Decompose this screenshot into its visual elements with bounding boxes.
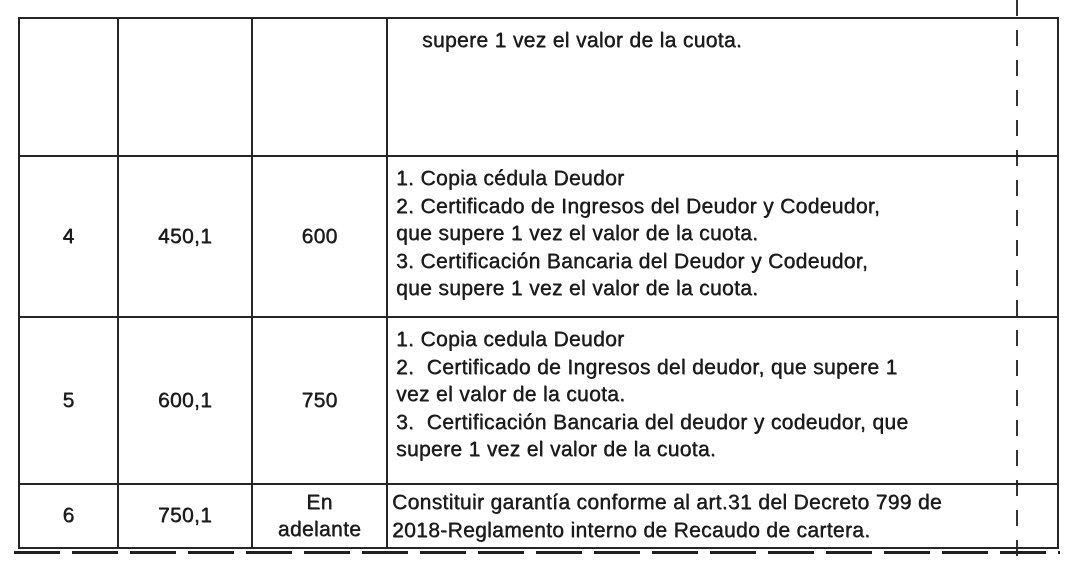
table-row-5 <box>19 317 1058 484</box>
requirement-line: vez el valor de la cuota. <box>396 383 626 406</box>
row-number-cell: 6 <box>19 484 118 548</box>
scan-margin-dashed-line <box>1016 0 1018 561</box>
range-to-cell <box>252 18 387 156</box>
range-from-cell: 750,1 <box>118 484 252 548</box>
requirement-line: Constituir garantía conforme al art.31 del Decreto 799 de <box>392 491 942 514</box>
range-to-line: En <box>306 491 333 514</box>
row-number-cell <box>19 18 118 156</box>
requirement-line: 2. Certificado de Ingresos del deudor, que supere 1 <box>396 355 898 379</box>
requirement-line: supere 1 vez el valor de la cuota. <box>396 438 717 461</box>
requirements-cell <box>387 18 1058 156</box>
range-to-cell: 750 <box>252 317 387 484</box>
range-from-cell: 600,1 <box>118 317 252 484</box>
requirement-line: supere 1 vez el valor de la cuota. <box>422 29 743 52</box>
requirements-table <box>18 17 1059 549</box>
requirement-line: 2. Certificado de Ingresos del Deudor y Codeudor, <box>396 194 881 218</box>
requirement-line: 2018-Reglamento interno de Recaudo de cartera. <box>392 518 871 542</box>
table-row-4 <box>19 156 1058 317</box>
requirement-line: que supere 1 vez el valor de la cuota. <box>396 277 759 300</box>
requirement-line: 3. Certificación Bancaria del deudor y codeudor, que <box>396 410 909 434</box>
range-to-cell: 600 <box>252 156 387 317</box>
scan-bottom-broken-line <box>14 551 1060 554</box>
requirements-cell <box>387 156 1058 317</box>
range-to-line: adelante <box>277 518 362 541</box>
table-row-6 <box>19 484 1058 548</box>
requirement-line: 1. Copia cédula Deudor <box>396 167 625 190</box>
row-number-cell: 5 <box>19 317 118 484</box>
range-from-cell: 450,1 <box>118 156 252 317</box>
table-row-continuation <box>19 18 1058 156</box>
requirements-cell <box>387 484 1058 548</box>
range-to-cell <box>252 484 387 548</box>
range-from-cell <box>118 18 252 156</box>
requirement-line: 3. Certificación Bancaria del Deudor y Codeudor, <box>396 249 869 273</box>
requirement-line: que supere 1 vez el valor de la cuota. <box>396 222 759 245</box>
requirement-line: 1. Copia cedula Deudor <box>396 328 625 351</box>
requirements-cell <box>387 317 1058 484</box>
row-number-cell: 4 <box>19 156 118 317</box>
